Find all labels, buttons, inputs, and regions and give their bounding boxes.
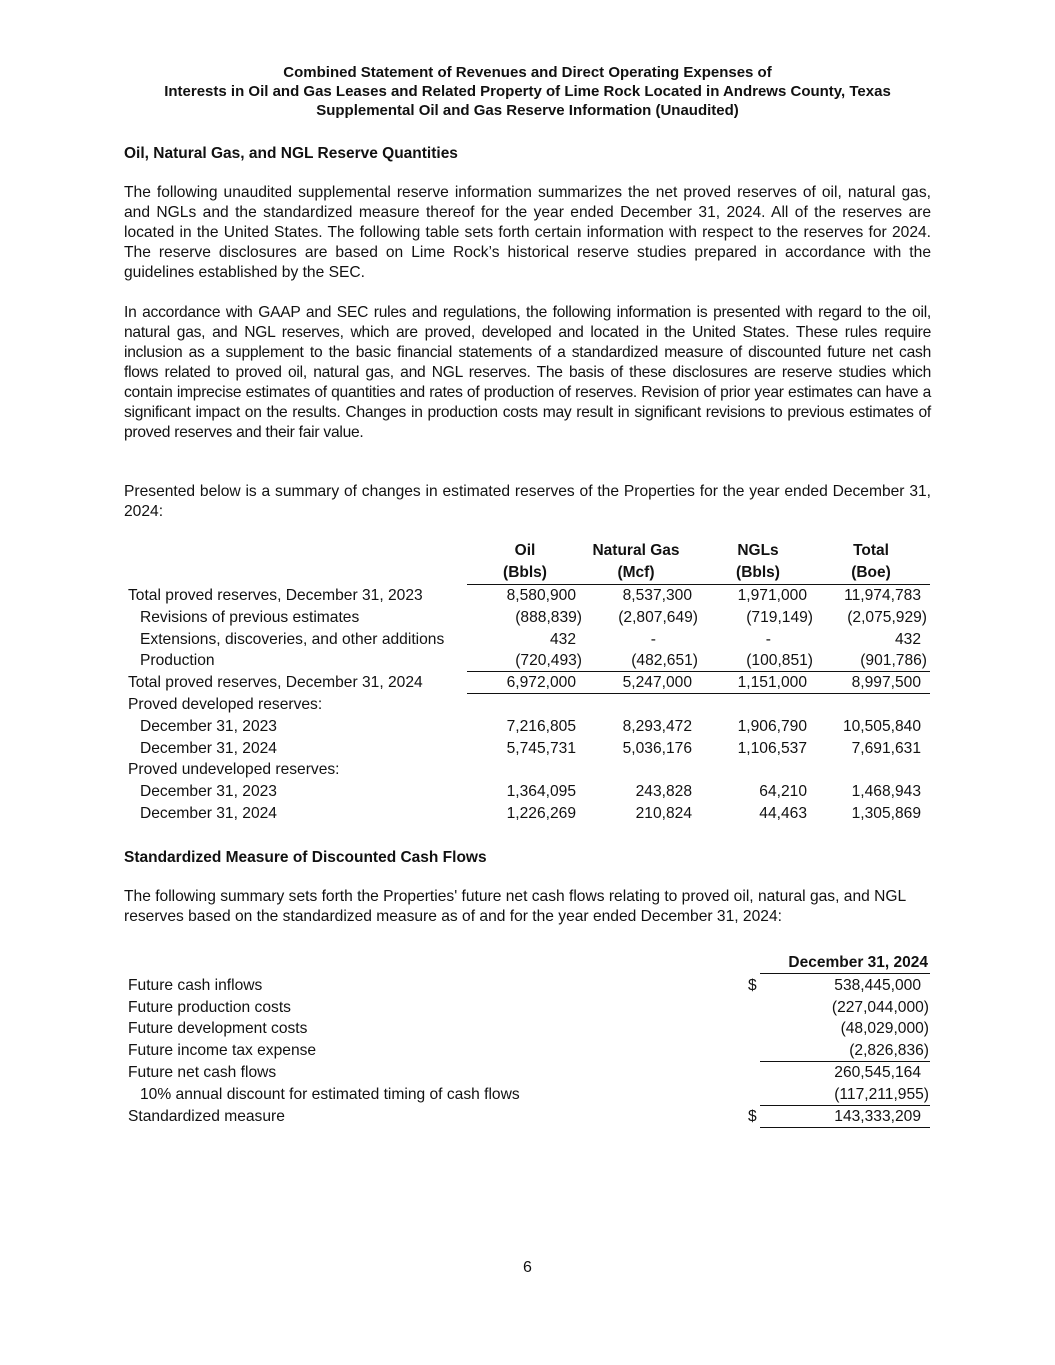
- row-label: Total proved reserves, December 31, 2023: [128, 587, 423, 604]
- table-row: [128, 694, 931, 716]
- table-row: [128, 975, 931, 997]
- table-row: [128, 759, 931, 781]
- row-label: December 31, 2024: [140, 804, 277, 822]
- cell-total: (2,075,929): [847, 608, 927, 626]
- col-unit-ngls: (Bbls): [736, 564, 780, 581]
- cell-ngls: 1,906,790: [737, 717, 807, 735]
- row-label: Future development costs: [128, 1020, 308, 1038]
- row-label: Future net cash flows: [128, 1063, 277, 1081]
- table-row: [128, 781, 931, 803]
- cell-natural-gas: 210,824: [635, 804, 692, 822]
- cell-natural-gas: 8,537,300: [622, 587, 692, 604]
- row-label: Total proved reserves, December 31, 2024: [128, 674, 423, 692]
- row-label: 10% annual discount for estimated timing of cash flows: [140, 1085, 520, 1103]
- table-row: [128, 1018, 931, 1040]
- table-row: [128, 997, 931, 1019]
- cell-total: (901,786): [860, 652, 927, 670]
- reserve-intro-paragraph: The following unaudited supplemental reserve information summarizes the net proved reserves of oil, natural gas, and NGLs and the standardized measure thereof for the year ended December 31, 2024. All of the reserves are located in the United States. The following table sets forth certain information with respect to the reserves for 2024. The reserve disclosures are based on Lime Rock’s historical reserve studies prepared in accordance with the guidelines established by the SEC.: [124, 184, 931, 281]
- cell-ngls: 64,210: [759, 783, 807, 801]
- currency-symbol: $: [748, 1107, 757, 1125]
- table-row: [128, 716, 931, 738]
- table-row: [128, 585, 931, 607]
- cell-oil: 1,226,269: [506, 804, 576, 822]
- table-row: [128, 1106, 931, 1128]
- cell-oil: 1,364,095: [506, 783, 576, 801]
- cell-total: 10,505,840: [842, 717, 921, 735]
- cell-ngls: -: [765, 630, 771, 648]
- total-rule: [760, 1127, 930, 1128]
- col-header-natural-gas: Natural Gas: [592, 542, 680, 559]
- row-label: Proved undeveloped reserves:: [128, 761, 340, 779]
- standardized-measure-heading: Standardized Measure of Discounted Cash Flows: [124, 849, 487, 866]
- col-unit-total: (Boe): [851, 564, 891, 581]
- cell-oil: (888,839): [515, 608, 582, 626]
- cell-oil: 5,745,731: [506, 739, 576, 757]
- standardized-measure-paragraph: The following summary sets forth the Properties' future net cash flows relating to proved oil, natural gas, and NGL reserves based on the standardized measure as of and for the year ended December 31, 2024:: [124, 888, 906, 925]
- cell-natural-gas: 8,293,472: [622, 717, 692, 735]
- cell-oil: 432: [549, 630, 576, 648]
- table-row: [128, 650, 931, 672]
- cell-natural-gas: 243,828: [635, 783, 692, 801]
- cash-flow-table: [128, 953, 931, 1127]
- cash-flow-header-row: [128, 953, 931, 975]
- cell-total: 7,691,631: [851, 739, 921, 757]
- cell-oil: (720,493): [515, 652, 582, 670]
- table-row: [128, 803, 931, 825]
- table-row: [128, 738, 931, 760]
- cell-ngls: 1,106,537: [737, 739, 807, 757]
- row-value: (2,826,836): [849, 1042, 929, 1060]
- cell-natural-gas: (2,807,649): [618, 608, 698, 626]
- cell-natural-gas: 5,247,000: [622, 674, 692, 692]
- col-header-total: Total: [853, 542, 889, 559]
- table-row: [128, 607, 931, 629]
- gaap-sec-paragraph: In accordance with GAAP and SEC rules and regulations, the following information is presented with regard to the oil, natural gas, and NGL reserves, which are proved, developed and located in the United States. These rules require inclusion as a supplement to the basic financial statements of a standardized measure of discounted future net cash flows related to proved oil, natural gas, and NGL reserves. The basis of these disclosures are reserve studies which contain imprecise estimates of quantities and rates of production of reserves. Revision of prior year estimates can have a significant impact on the results. Changes in production costs may result in significant revisions to previous estimates of proved reserves and their fair value.: [124, 304, 931, 441]
- cell-total: 1,468,943: [851, 783, 921, 801]
- cell-total: 11,974,783: [844, 587, 921, 604]
- cell-ngls: (100,851): [746, 652, 813, 670]
- row-label: Future income tax expense: [128, 1042, 317, 1060]
- row-label: December 31, 2023: [140, 717, 277, 735]
- reserve-quantities-heading: Oil, Natural Gas, and NGL Reserve Quantities: [124, 145, 458, 162]
- row-label: Future production costs: [128, 998, 291, 1016]
- col-header-oil: Oil: [514, 542, 536, 559]
- row-value: 143,333,209: [834, 1107, 921, 1125]
- row-value: 538,445,000: [834, 976, 921, 994]
- cash-flow-column-header: December 31, 2024: [788, 954, 928, 971]
- row-label: December 31, 2024: [140, 739, 277, 757]
- table-row: [128, 1040, 931, 1062]
- row-value: (227,044,000): [831, 998, 929, 1016]
- summary-intro-paragraph: Presented below is a summary of changes in estimated reserves of the Properties for the year ended December 31, 2024:: [124, 483, 931, 520]
- cell-total: 1,305,869: [851, 804, 921, 822]
- row-label: Extensions, discoveries, and other additions: [140, 630, 445, 648]
- title-line-3: Supplemental Oil and Gas Reserve Information (Unaudited): [316, 102, 739, 119]
- table-row: [128, 629, 931, 651]
- title-line-1: Combined Statement of Revenues and Direct Operating Expenses of: [283, 64, 772, 81]
- cell-ngls: 44,463: [759, 804, 807, 822]
- table-row: [128, 1084, 931, 1106]
- row-value: 260,545,164: [834, 1063, 921, 1081]
- cell-total: 432: [894, 630, 921, 648]
- cell-oil: 7,216,805: [506, 717, 576, 735]
- row-label: Revisions of previous estimates: [140, 608, 360, 626]
- row-label: December 31, 2023: [140, 783, 277, 801]
- row-label: Production: [140, 652, 215, 670]
- cell-oil: 8,580,900: [506, 587, 576, 604]
- table-row: [128, 1062, 931, 1084]
- page-number: 6: [523, 1259, 532, 1276]
- cell-natural-gas: -: [650, 630, 656, 648]
- document-title: [0, 63, 1055, 120]
- row-label: Standardized measure: [128, 1107, 285, 1125]
- col-unit-natural-gas: (Mcf): [617, 564, 655, 581]
- table-row: [128, 672, 931, 694]
- cell-natural-gas: 5,036,176: [622, 739, 692, 757]
- cell-ngls: (719,149): [746, 608, 813, 626]
- reserves-table-body: [128, 585, 931, 825]
- cell-oil: 6,972,000: [506, 674, 576, 692]
- col-header-ngls: NGLs: [737, 542, 779, 559]
- cell-ngls: 1,151,000: [737, 674, 807, 692]
- title-line-2: Interests in Oil and Gas Leases and Related Property of Lime Rock Located in Andrews County, Texas: [164, 83, 891, 100]
- row-label: Future cash inflows: [128, 976, 263, 994]
- cell-ngls: 1,971,000: [737, 587, 807, 604]
- row-value: (117,211,955): [834, 1085, 929, 1103]
- cell-natural-gas: (482,651): [631, 652, 698, 670]
- row-value: (48,029,000): [840, 1020, 929, 1038]
- currency-symbol: $: [748, 976, 757, 994]
- col-unit-oil: (Bbls): [503, 564, 547, 581]
- cell-total: 8,997,500: [851, 674, 921, 692]
- row-label: Proved developed reserves:: [128, 695, 323, 713]
